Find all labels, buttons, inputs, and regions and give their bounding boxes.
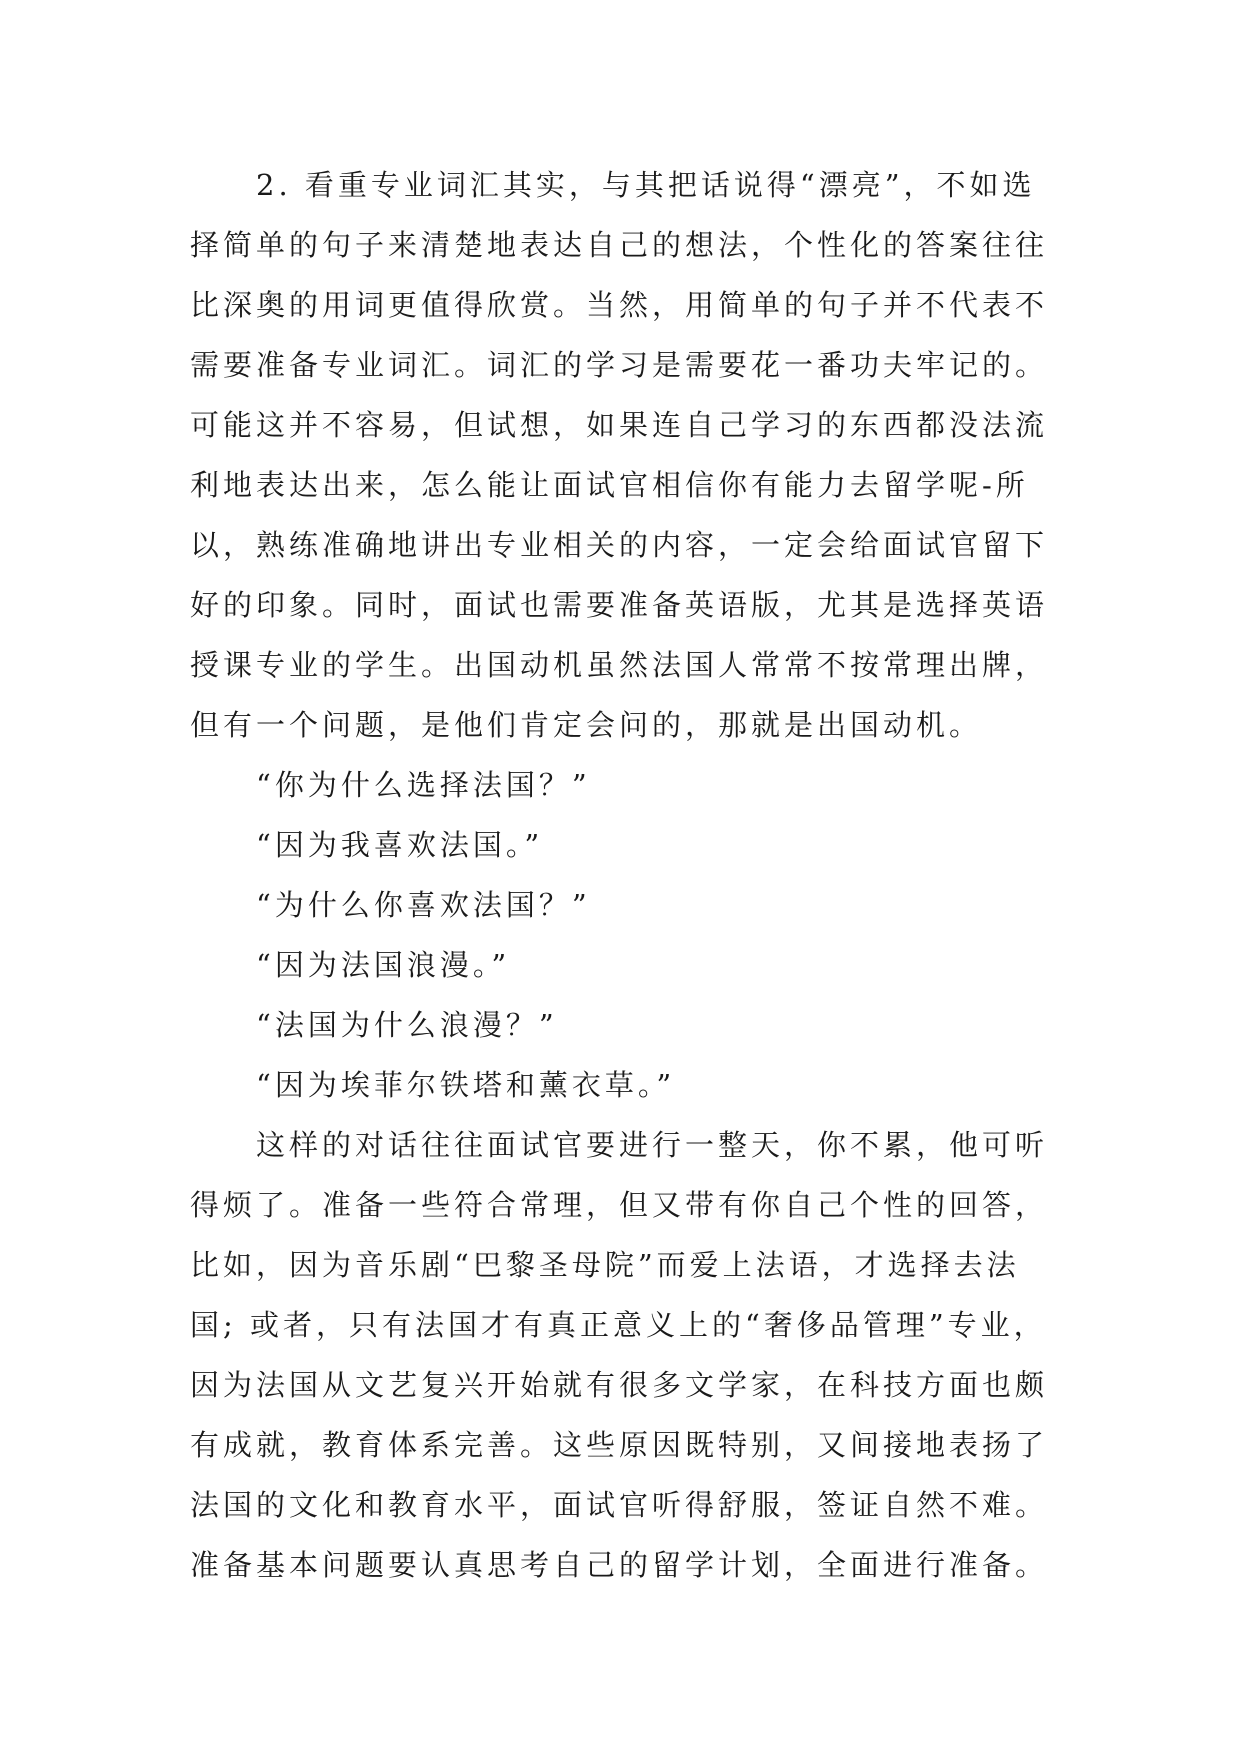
dialogue-line: “法国为什么浪漫？”	[256, 1008, 558, 1042]
body-text	[190, 155, 1050, 1595]
dialogue-line: “因为法国浪漫。”	[256, 948, 511, 982]
dialogue-line: “你为什么选择法国？”	[256, 768, 591, 802]
dialogue-line: “因为埃菲尔铁塔和薰衣草。”	[256, 1068, 676, 1102]
dialogue-line: “因为我喜欢法国。”	[256, 828, 544, 862]
paragraph-motivation: 这样的对话往往面试官要进行一整天，你不累，他可听得烦了。准备一些符合常理，但又带有你自己个性的回答，比如，因为音乐剧“巴黎圣母院”而爱上法语，才选择去法国; 或者，只有法国才有真正意义上的“奢侈品管理”专业，因为法国从文艺复兴开始就有很多文学家，在科技方面也颇有成就，教育体系完善。这些原因既特别，又间接地表扬了法国的文化和教育水平，面试官听得舒服，签证自然不难。准备基本问题要认真思考自己的留学计划，全面进行准备。	[190, 1128, 1049, 1582]
paragraph-vocabulary: 2. 看重专业词汇其实，与其把话说得“漂亮”，不如选择简单的句子来清楚地表达自己的想法，个性化的答案往往比深奥的用词更值得欣赏。当然，用简单的句子并不代表不需要准备专业词汇。词汇的学习是需要花一番功夫牢记的。可能这并不容易，但试想，如果连自己学习的东西都没法流利地表达出来，怎么能让面试官相信你有能力去留学呢-所以，熟练准确地讲出专业相关的内容，一定会给面试官留下好的印象。同时，面试也需要准备英语版，尤其是选择英语授课专业的学生。出国动机虽然法国人常常不按常理出牌，但有一个问题，是他们肯定会问的，那就是出国动机。	[190, 168, 1049, 742]
dialogue-line: “为什么你喜欢法国？”	[256, 888, 591, 922]
